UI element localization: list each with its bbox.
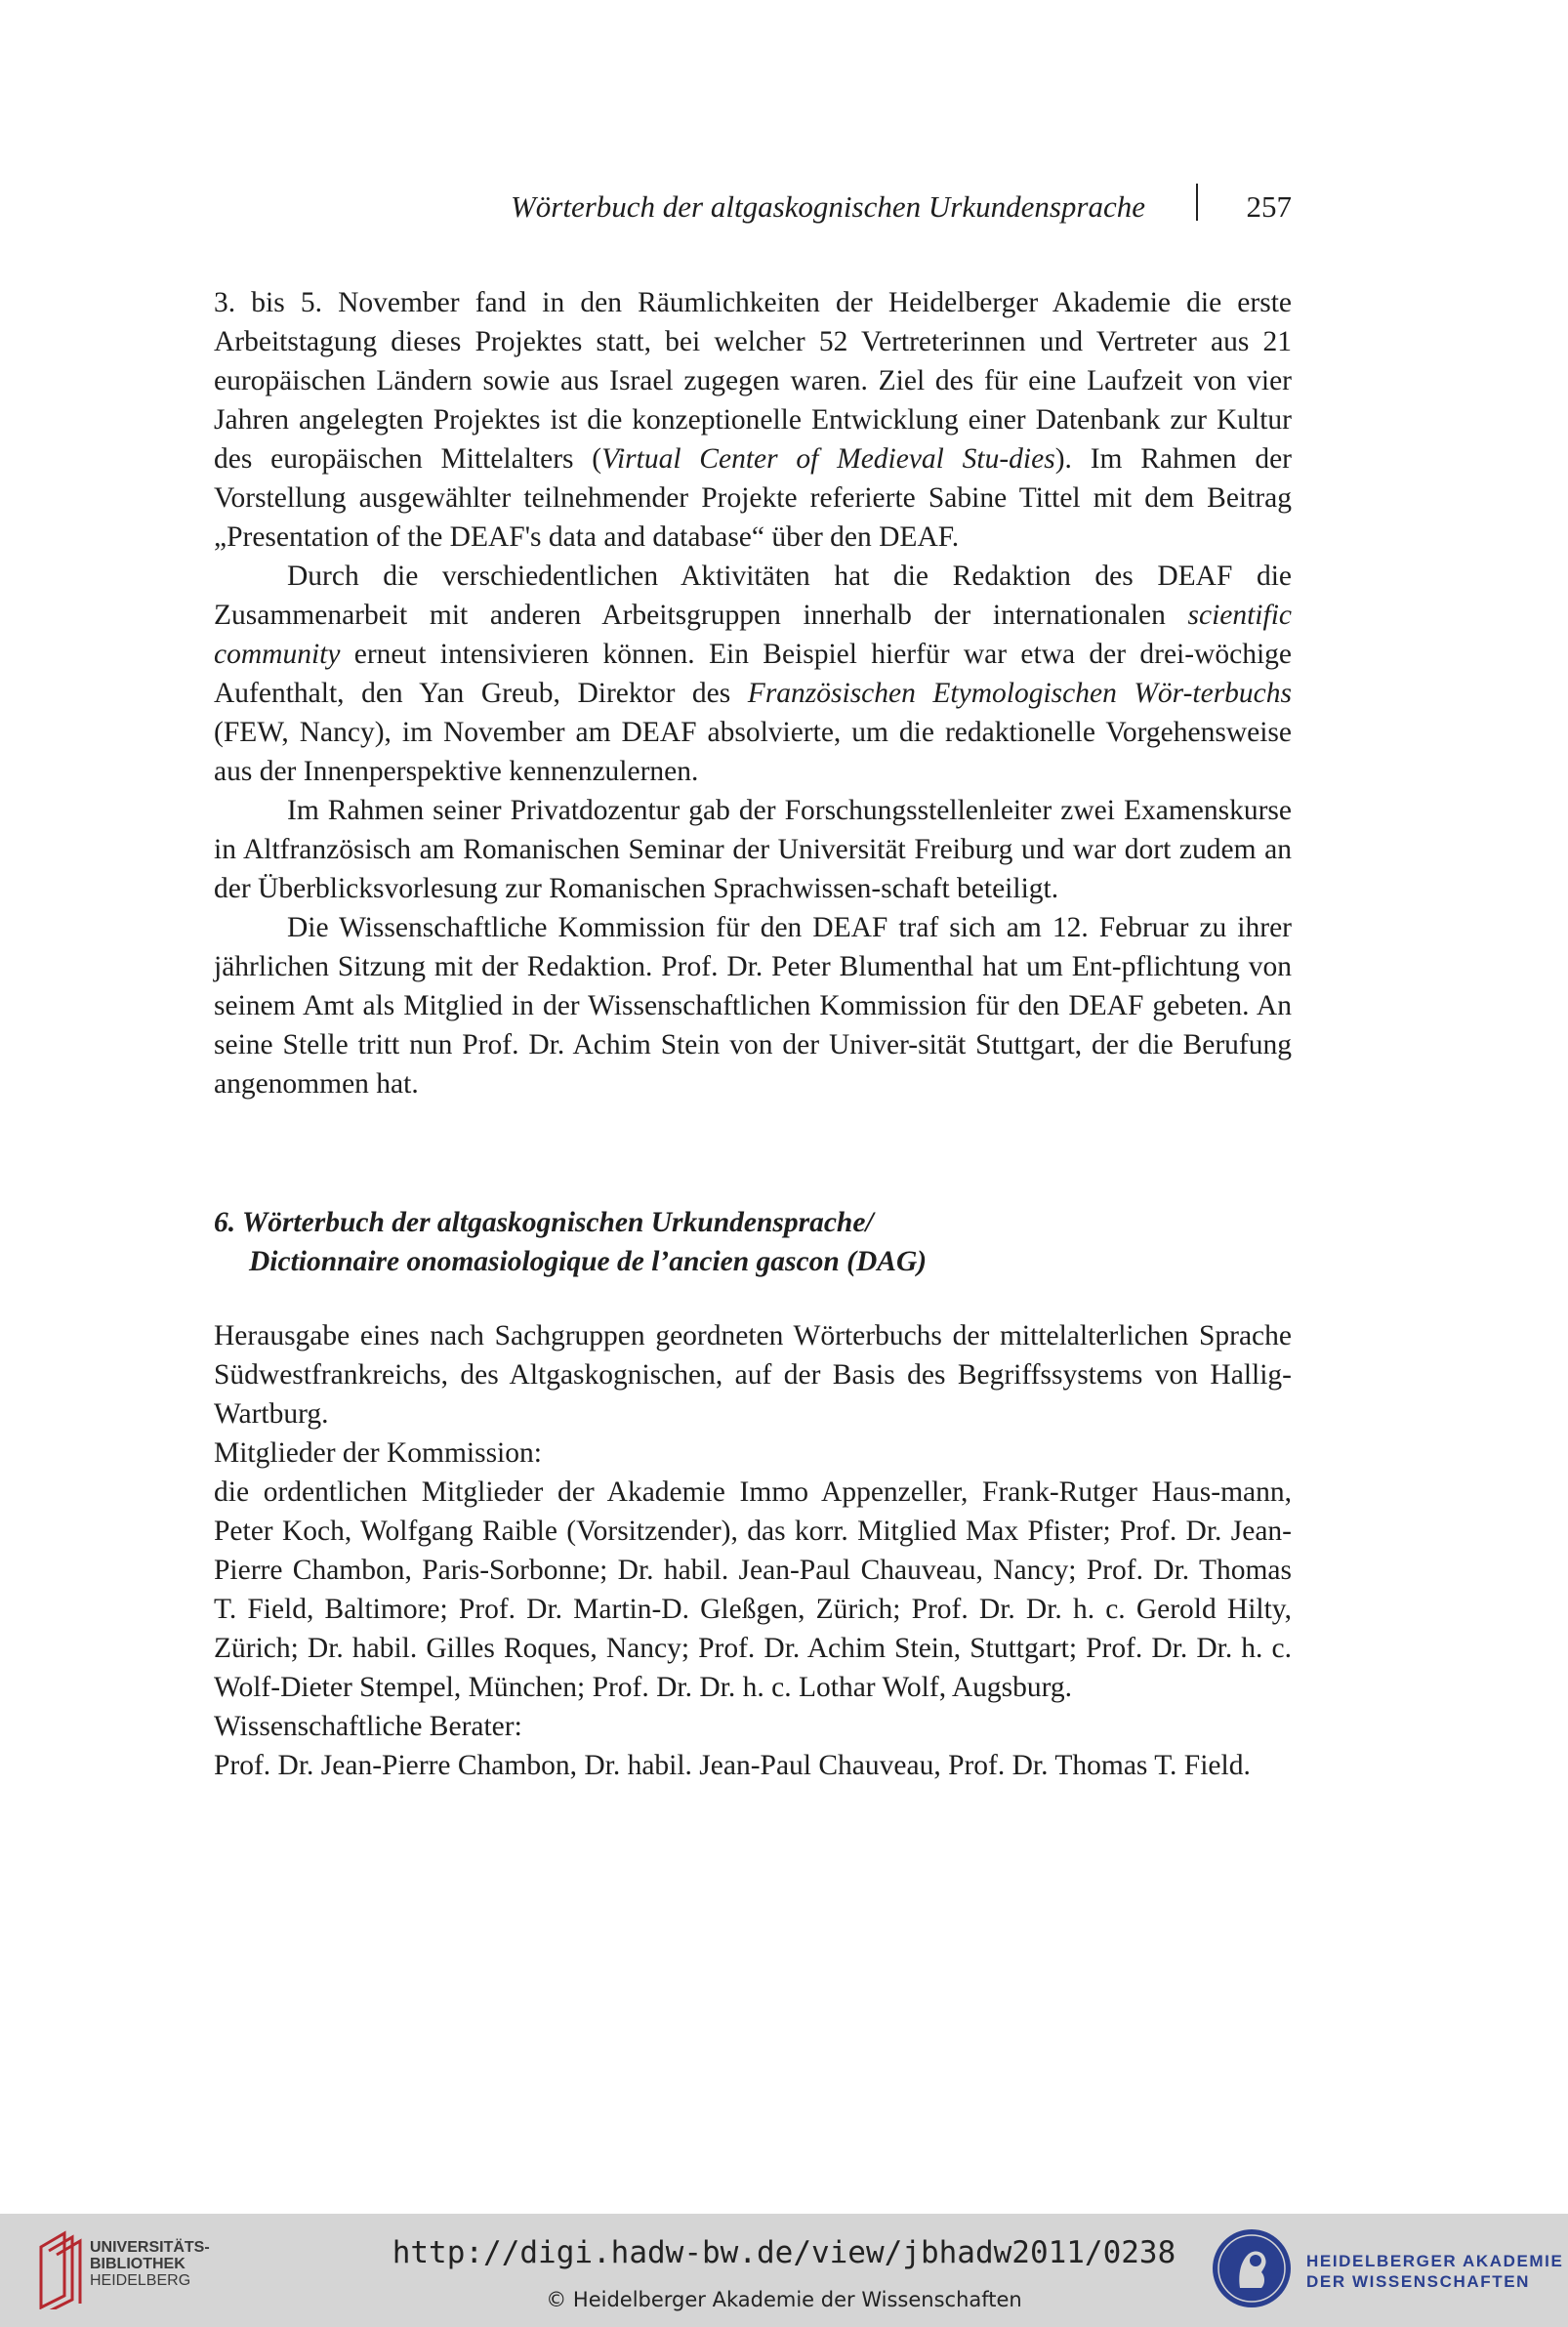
section-heading-line: 6. Wörterbuch der altgaskognischen Urkundensprache/ bbox=[214, 1207, 874, 1238]
members-list: die ordentlichen Mitglieder der Akademie Immo Appenzeller, Frank-Rutger Haus-mann, Peter Koch, Wolfgang Raible (Vorsitzender), das korr. Mitglied Max Pfister; Prof. Dr. Jean-Pierre Chambon, Paris-Sorbonne; Dr. habil. Jean-Paul Chauveau, Nancy; Prof. Dr. Thomas T. Field, Baltimore; Prof. Dr. Martin-D. Gleßgen, Zürich; Prof. Dr. Dr. h. c. Gerold Hilty, Zürich; Dr. habil. Gilles Roques, Nancy; Prof. Dr. Achim Stein, Stuttgart; Prof. Dr. Dr. h. c. Wolf-Dieter Stempel, München; Prof. Dr. Dr. h. c. Lothar Wolf, Augsburg. bbox=[214, 1476, 1292, 1703]
body-text bbox=[214, 283, 1292, 1785]
members-label: Mitglieder der Kommission: bbox=[214, 1437, 542, 1469]
footer-band bbox=[0, 2214, 1568, 2327]
ub-logo-text: UNIVERSITÄTS- BIBLIOTHEK HEIDELBERG bbox=[90, 2239, 210, 2289]
italic-term: Französischen Etymologischen Wör-terbuchs bbox=[747, 678, 1292, 709]
academy-seal-icon bbox=[1211, 2227, 1293, 2309]
advisers-list: Prof. Dr. Jean-Pierre Chambon, Dr. habil. Jean-Paul Chauveau, Prof. Dr. Thomas T. Field. bbox=[214, 1750, 1251, 1781]
italic-term: scientific community bbox=[214, 600, 1292, 670]
page-number: 257 bbox=[1246, 189, 1292, 224]
header-divider bbox=[1196, 184, 1198, 221]
source-url-link[interactable]: http://digi.hadw-bw.de/view/jbhadw2011/0238 bbox=[392, 2235, 1176, 2270]
hadw-logo[interactable] bbox=[1211, 2227, 1564, 2313]
copyright-notice: © Heidelberger Akademie der Wissenschaften bbox=[546, 2288, 1022, 2311]
running-title: Wörterbuch der altgaskognischen Urkundensprache bbox=[510, 189, 1145, 224]
paragraph: 3. bis 5. November fand in den Räumlichkeiten der Heidelberger Akademie die erste Arbeitstagung dieses Projektes statt, bei welcher 52 Vertreterinnen und Vertreter aus 21 europäischen Ländern sowie aus Israel zugegen waren. Ziel des für eine Laufzeit von vier Jahren angelegten Projektes ist die konzeptionelle Entwicklung einer Datenbank zur Kultur des europäischen Mittelalters (Virtual Center of Medieval Stu-dies). Im Rahmen der Vorstellung ausgewählter teilnehmender Projekte referierte Sabine Tittel mit dem Beitrag „Presentation of the DEAF's data and database“ über den DEAF. bbox=[214, 287, 1293, 553]
paragraph: Durch die verschiedentlichen Aktivitäten hat die Redaktion des DEAF die Zusammenarbeit mit anderen Arbeitsgruppen innerhalb der internationalen scientific community erneut intensivieren können. Ein Beispiel hierfür war etwa der drei-wöchige Aufenthalt, den Yan Greub, Direktor des Französischen Etymologischen Wör-terbuchs (FEW, Nancy), im November am DEAF absolvierte, um die redaktionelle Vorgehensweise aus der Innenperspektive kennenzulernen. bbox=[214, 561, 1292, 787]
hadw-logo-text: HEIDELBERGER AKADEMIE DER WISSENSCHAFTEN bbox=[1306, 2252, 1564, 2291]
running-head bbox=[0, 184, 1292, 227]
section-heading-line: Dictionnaire onomasiologique de l’ancien gascon (DAG) bbox=[249, 1246, 928, 1277]
paragraph: Im Rahmen seiner Privatdozentur gab der Forschungsstellenleiter zwei Examenskurse in Altfranzösisch am Romanischen Seminar der Universität Freiburg und war dort zudem an der Überblicksvorlesung zur Romanischen Sprachwissen-schaft beteiligt. bbox=[214, 795, 1292, 904]
advisers-label: Wissenschaftliche Berater: bbox=[214, 1711, 522, 1742]
italic-term: Virtual Center of Medieval Stu-dies bbox=[601, 443, 1055, 475]
paragraph: Die Wissenschaftliche Kommission für den DEAF traf sich am 12. Februar zu ihrer jährlichen Sitzung mit der Redaktion. Prof. Dr. Peter Blumenthal hat um Ent-pflichtung von seinem Amt als Mitglied in der Wissenschaftlichen Kommission für den DEAF gebeten. An seine Stelle tritt nun Prof. Dr. Achim Stein von der Univer-sität Stuttgart, der die Berufung angenommen hat. bbox=[214, 912, 1292, 1100]
section-intro: Herausgabe eines nach Sachgruppen geordneten Wörterbuchs der mittelalterlichen Sprache Südwestfrankreichs, des Altgaskognischen, auf der Basis des Begriffssystems von Hallig-Wartburg. bbox=[214, 1320, 1292, 1430]
section-heading bbox=[214, 1203, 1292, 1281]
